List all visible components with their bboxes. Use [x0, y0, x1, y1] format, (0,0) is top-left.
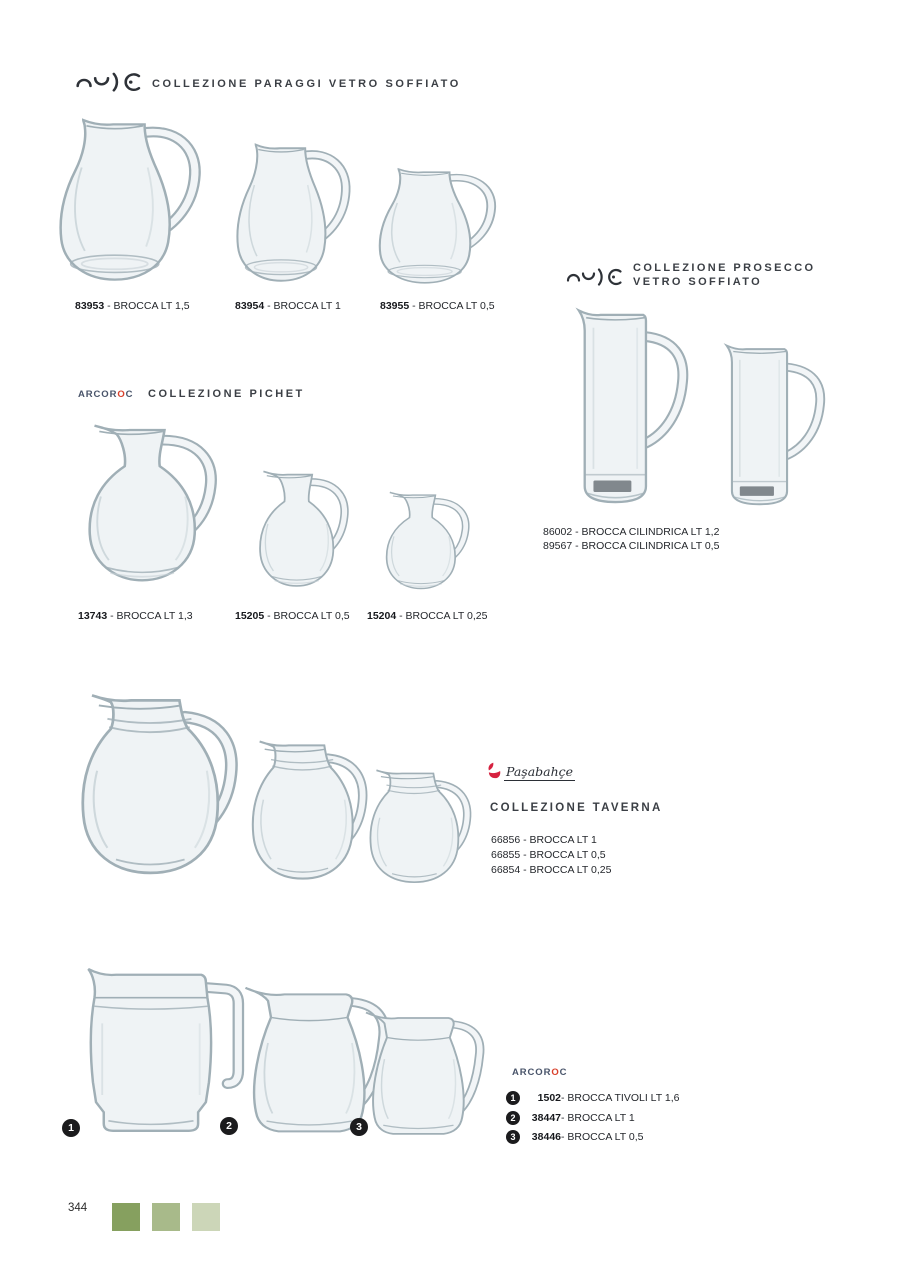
item-number-badge: 3	[350, 1118, 368, 1136]
product-label	[506, 1091, 679, 1105]
pitcher-image-paraggi-0-5l	[366, 162, 512, 293]
section-title-paraggi: COLLEZIONE PARAGGI VETRO SOFFIATO	[152, 78, 461, 90]
pitcher-image-taverna-0-25l	[353, 765, 478, 898]
item-number-badge: 1	[506, 1091, 520, 1105]
product-label	[491, 848, 611, 863]
pitcher-image-paraggi-1l	[224, 136, 366, 293]
product-code: 83953	[75, 300, 105, 312]
product-label-group	[491, 833, 611, 878]
product-code: 83955	[380, 300, 410, 312]
arcoroc-logo-text: C	[559, 1067, 568, 1078]
product-desc: - BROCCA LT 0,5	[520, 849, 606, 861]
product-label	[75, 300, 190, 312]
pitcher-image-broc-0-5l	[350, 1005, 488, 1148]
product-label	[506, 1130, 643, 1144]
product-label	[506, 1111, 635, 1125]
product-code: 86002	[543, 526, 573, 538]
product-code: 83954	[235, 300, 265, 312]
section-title-prosecco-line2: VETRO SOFFIATO	[633, 276, 763, 288]
color-swatch-dark-green	[112, 1203, 140, 1231]
product-desc: - BROCCA CILINDRICA LT 1,2	[572, 526, 720, 538]
product-label	[235, 610, 350, 622]
product-label	[78, 610, 193, 622]
pitcher-image-prosecco-0-5l	[707, 336, 833, 515]
product-code: 66854	[491, 864, 521, 876]
pitcher-image-pichet-1-3l	[58, 417, 236, 602]
product-desc: - BROCCA LT 1,5	[104, 300, 190, 312]
product-code: 38446	[531, 1131, 561, 1143]
arcoroc-logo-text: ARCOR	[512, 1067, 552, 1078]
item-number-badge: 3	[506, 1130, 520, 1144]
product-desc: - BROCCA LT 0,5	[264, 610, 350, 622]
section-title-pichet: COLLEZIONE PICHET	[148, 388, 305, 400]
color-swatch-light-green	[192, 1203, 220, 1231]
product-desc: - BROCCA LT 1,3	[107, 610, 193, 622]
page-number: 344	[68, 1202, 88, 1214]
pitcher-image-pichet-0-25l	[366, 487, 482, 602]
product-code: 66855	[491, 849, 521, 861]
arcoroc-logo-accent: O	[551, 1067, 560, 1078]
product-desc: - BROCCA LT 0,25	[396, 610, 488, 622]
product-code: 13743	[78, 610, 108, 622]
nude-logo	[564, 266, 624, 286]
product-desc: - BROCCA LT 0,25	[520, 864, 612, 876]
product-label	[367, 610, 487, 622]
pasabahce-icon	[487, 762, 502, 780]
arcoroc-logo-text: C	[125, 389, 134, 400]
pitcher-image-paraggi-1-5l	[44, 110, 220, 294]
section-title-taverna: COLLEZIONE TAVERNA	[490, 802, 663, 814]
product-label	[543, 526, 719, 540]
product-label	[380, 300, 495, 312]
item-number-badge: 2	[220, 1117, 238, 1135]
arcoroc-logo	[78, 389, 133, 400]
arcoroc-logo-accent: O	[117, 389, 126, 400]
product-code: 1502	[537, 1092, 561, 1104]
pitcher-image-prosecco-1-2l	[557, 299, 697, 515]
arcoroc-logo-text: ARCOR	[78, 389, 118, 400]
product-code: 15205	[235, 610, 265, 622]
product-code: 89567	[543, 539, 573, 552]
product-desc: - BROCCA LT 1	[520, 834, 597, 846]
product-desc: - BROCCA TIVOLI LT 1,6	[561, 1092, 680, 1104]
arcoroc-logo	[512, 1067, 567, 1078]
product-desc: - BROCCA LT 1	[264, 300, 341, 312]
nude-logo	[73, 70, 143, 92]
product-label	[491, 863, 611, 878]
product-code: 66856	[491, 834, 521, 846]
item-number-badge: 2	[506, 1111, 520, 1125]
product-desc: - BROCCA LT 1	[561, 1112, 635, 1124]
product-desc: - BROCCA LT 0,5	[561, 1131, 644, 1143]
product-desc: - BROCCA CILINDRICA LT 0,5	[572, 539, 720, 552]
product-desc: - BROCCA LT 0,5	[409, 300, 495, 312]
product-label-group	[543, 526, 719, 553]
product-label	[235, 300, 341, 312]
item-number-badge: 1	[62, 1119, 80, 1137]
pitcher-image-pichet-0-5l	[238, 465, 362, 602]
product-label	[491, 833, 611, 848]
product-code: 15204	[367, 610, 397, 622]
section-title-prosecco-line1: COLLEZIONE PROSECCO	[633, 262, 816, 274]
product-label	[543, 540, 719, 554]
pitcher-image-taverna-1l	[56, 687, 248, 898]
product-code: 38447	[531, 1112, 561, 1124]
color-swatch-medium-green	[152, 1203, 180, 1231]
pasabahce-logo: Paşabahçe	[506, 764, 574, 779]
